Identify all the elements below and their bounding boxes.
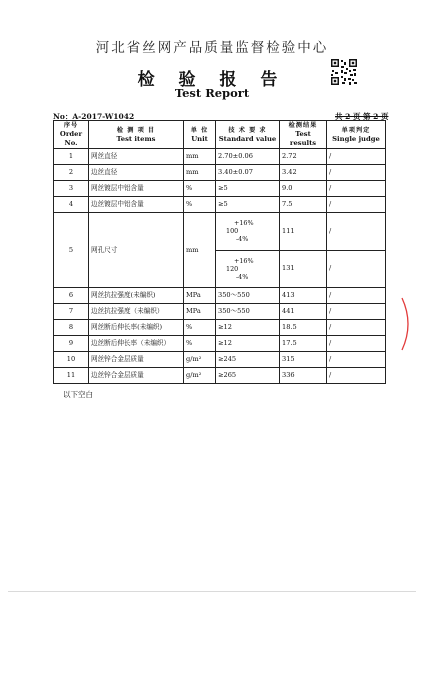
qr-code-icon bbox=[330, 58, 358, 86]
table-row: 7 边丝抗拉强度（未编织） MPa 350～550 441 / bbox=[54, 304, 386, 320]
table-row-mesh-size: 5 网孔尺寸 mm +16% 100 -4% +16% 120 -4% 111 131 / / bbox=[54, 213, 386, 288]
table-row: 1 网丝直径 mm 2.70±0.06 2.72 / bbox=[54, 149, 386, 165]
header-order: 序号 Order No. bbox=[54, 121, 89, 149]
table-row: 2 边丝直径 mm 3.40±0.07 3.42 / bbox=[54, 165, 386, 181]
report-title-cn: 检 验 报 告 bbox=[137, 70, 287, 90]
report-page bbox=[8, 6, 416, 592]
table-header-row bbox=[54, 121, 386, 149]
header-standard: 技 术 要 求 Standard value bbox=[216, 121, 280, 149]
mesh-result-cell: 111 131 bbox=[280, 213, 327, 288]
mesh-standard-a: +16% 100 -4% bbox=[216, 213, 279, 251]
organization-name: 河北省丝网产品质量监督检验中心 bbox=[95, 40, 329, 56]
blank-below-note: 以下空白 bbox=[63, 390, 93, 399]
table-row: 3 网丝镀层中铝含量 % ≥5 9.0 / bbox=[54, 181, 386, 197]
stamp-edge-mark bbox=[400, 296, 414, 352]
mesh-standard-b: +16% 120 -4% bbox=[226, 256, 254, 281]
report-number: No：A-2017-W1042 bbox=[53, 112, 135, 121]
table-row: 6 网丝抗拉强度(未编织) MPa 350～550 413 / bbox=[54, 288, 386, 304]
header-results: 检测结果 Test results bbox=[280, 121, 327, 149]
report-title-en: Test Report bbox=[174, 86, 250, 100]
table-row: 11 边丝锌合金层质量 g/m² ≥265 336 / bbox=[54, 368, 386, 384]
mesh-standard-cell bbox=[216, 213, 280, 288]
mesh-judge-cell: / / bbox=[327, 213, 386, 288]
table-row: 9 边丝断后伸长率（未编织） % ≥12 17.5 / bbox=[54, 336, 386, 352]
table-row: 10 网丝锌合金层质量 g/m² ≥245 315 / bbox=[54, 352, 386, 368]
table-row: 8 网丝断后伸长率(未编织) % ≥12 18.5 / bbox=[54, 320, 386, 336]
table-row: 4 边丝镀层中铝含量 % ≥5 7.5 / bbox=[54, 197, 386, 213]
test-results-table bbox=[53, 120, 386, 384]
header-unit: 单 位 Unit bbox=[184, 121, 216, 149]
header-items: 检 测 项 目 Test items bbox=[89, 121, 184, 149]
page-number: 共 2 页 第 2 页 bbox=[335, 112, 389, 121]
header-judge: 单项判定 Single judge bbox=[327, 121, 386, 149]
